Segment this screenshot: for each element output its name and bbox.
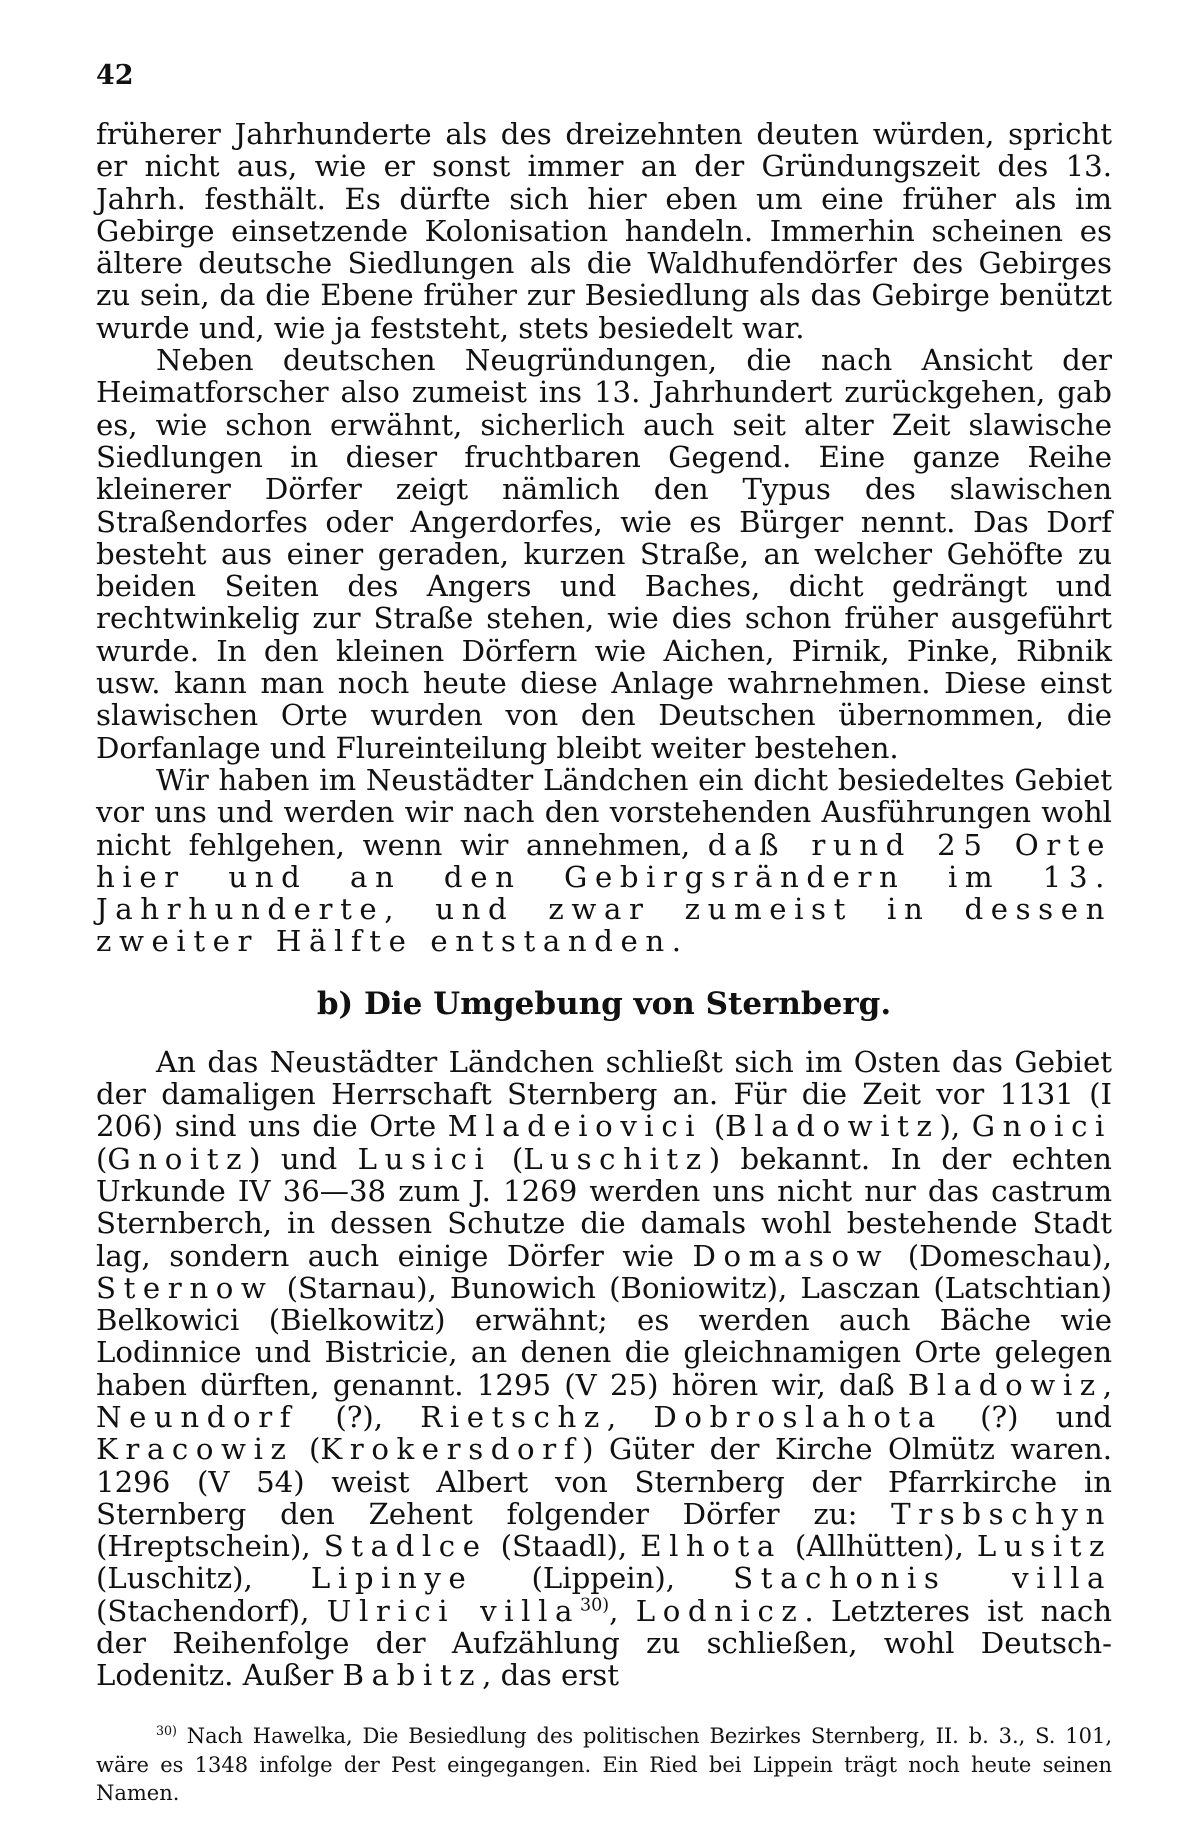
p4-text-20: (Lippein), <box>473 1561 734 1596</box>
p4-text-23: . Letzteres ist nach der Reihenfolge der Aufzählung zu schließen, wohl Deutsch-Lodenitz. Außer <box>96 1593 1113 1693</box>
paragraph-3 <box>96 764 1112 958</box>
p4-text-17: (Staadl), <box>487 1529 641 1564</box>
place-name: Luschitz <box>523 1141 709 1176</box>
place-name: Stadlce <box>323 1529 488 1564</box>
place-name: Stachonis villa <box>733 1561 1112 1596</box>
place-name: Ulrici villa <box>326 1593 580 1628</box>
p4-text-8: (Domeschau), <box>889 1238 1113 1273</box>
p4-text-24: , das erst <box>482 1658 619 1693</box>
p4-text-1: An das Neustädter Ländchen schließt sich im Osten das Gebiet der damaligen Herrschaft Sternberg an. Für die Zeit vor 1131 (I 206) sind uns die Orte <box>96 1044 1112 1144</box>
place-name: Domasow <box>692 1238 890 1273</box>
place-name: Gnoici <box>971 1109 1112 1144</box>
p4-text-19: (Luschitz), <box>96 1561 311 1596</box>
p4-text-3: ), <box>939 1109 972 1144</box>
p4-text-4: ( <box>96 1141 108 1176</box>
place-name: Bladowiz <box>907 1367 1103 1402</box>
place-name: Kracowiz <box>96 1432 294 1467</box>
p4-text-18: (Allhütten), <box>781 1529 977 1564</box>
paragraph-3-emphasis: daß rund 25 Orte hier und an den Gebirgsrändern im 13. Jahrhunderte, und zwar zumeist in dessen zweiter Hälfte entstanden. <box>96 827 1112 959</box>
p4-text-5: ) und <box>249 1141 358 1176</box>
paragraph-1: früherer Jahrhunderte als des dreizehnten deuten würden, spricht er nicht aus, wie er sonst immer an der Gründungszeit des 13. Jahrh. festhält. Es dürfte sich hier eben um eine früher als im Gebirge einsetzende Kolonisation handeln. Immerhin scheinen es ältere deutsche Siedlungen als die Waldhufendörfer des Gebirges zu sein, da die Ebene früher zur Besiedlung als das Gebirge benützt wurde und, wie ja feststeht, stets besiedelt war. <box>96 117 1112 345</box>
place-name: Rietschz <box>420 1399 607 1434</box>
place-name: Lipinye <box>310 1561 474 1596</box>
p4-text-13: (?) und <box>942 1399 1112 1434</box>
p4-text-7: ) bekannt. In der echten Urkunde IV 36—38 zum J. 1269 werden uns nicht nur das castrum Sternberch, in dessen Schutze die damals wohl bestehende Stadt lag, sondern auch einige Dörfer wie <box>96 1141 1112 1273</box>
footnote-reference[interactable]: 30) <box>579 1595 610 1616</box>
p4-text-16: (Hreptschein), <box>96 1529 324 1564</box>
p4-text-21: (Stachendorf), <box>96 1593 327 1628</box>
footnote-marker: 30) <box>156 1723 177 1738</box>
place-name: Gnoitz <box>107 1141 250 1176</box>
place-name: Lodnicz <box>635 1593 805 1628</box>
main-text <box>96 118 1112 1692</box>
paragraph-2: Neben deutschen Neugründungen, die nach Ansicht der Heimatforscher also zumeist ins 13. Jahrhundert zurückgehen, gab es, wie schon erwähnt, sicherlich auch seit alter Zeit slawische Siedlungen in dieser fruchtbaren Gegend. Eine ganze Reihe kleinerer Dörfer zeigt nämlich den Typus des slawischen Straßendorfes oder Angerdorfes, wie es Bürger nennt. Das Dorf besteht aus einer geraden, kurzen Straße, an welcher Gehöfte zu beiden Seiten des Angers und Baches, dicht gedrängt und rechtwinkelig zur Straße stehen, wie dies schon früher ausgeführt wurde. In den kleinen Dörfern wie Aichen, Pirnik, Pinke, Ribnik usw. kann man noch heute diese Anlage wahrnehmen. Diese einst slawischen Orte wurden von den Deutschen übernommen, die Dorfanlage und Flureinteilung bleibt weiter bestehen. <box>96 343 1112 765</box>
footnote-text: Nach Hawelka, Die Besiedlung des politischen Bezirkes Sternberg, II. b. 3., S. 101, wäre es 1348 infolge der Pest eingegangen. Ein Ried bei Lippein trägt noch heute seinen Namen. <box>96 1724 1112 1805</box>
p4-text-11: (?), <box>298 1399 421 1434</box>
p4-text-6: ( <box>491 1141 524 1176</box>
place-name: Trsbschyn <box>891 1496 1112 1531</box>
paragraph-4 <box>96 1046 1112 1692</box>
place-name: Sternow <box>96 1270 274 1305</box>
place-name: Babitz <box>342 1658 483 1693</box>
p4-text-14: ( <box>293 1432 321 1467</box>
p4-text-10: , <box>1102 1367 1112 1402</box>
section-heading: b) Die Umgebung von Sternberg. <box>316 985 892 1022</box>
place-name: Krokersdorf <box>320 1432 583 1467</box>
place-name: Neundorf <box>96 1399 299 1434</box>
p4-text-2: ( <box>702 1109 726 1144</box>
footnotes-section <box>96 1722 1112 1808</box>
place-name: Lusici <box>357 1141 492 1176</box>
p4-text-22: , <box>609 1593 636 1628</box>
page-number: 42 <box>96 60 134 91</box>
place-name: Dobroslahota <box>653 1399 943 1434</box>
place-name: Elhota <box>640 1529 782 1564</box>
paragraph-3-text: Wir haben im Neustädter Ländchen ein dicht besiedeltes Gebiet vor uns und werden wir nach den vorstehenden Ausführungen wohl nicht fehlgehen, wenn wir annehmen, <box>96 762 1112 862</box>
footnote-30 <box>96 1722 1112 1808</box>
p4-text-15: ) Güter der Kirche Olmütz waren. 1296 (V 54) weist Albert von Sternberg der Pfarrkirche in Sternberg den Zehent folgender Dörfer zu: <box>96 1432 1113 1531</box>
p4-text-9: (Starnau), Bunowich (Boniowitz), Lasczan (Latschtian) Belkowici (Bielkowitz) erwähnt; es werden auch Bäche wie Lodinnice und Bistricie, an denen die gleichnamigen Orte gelegen haben dürften, genannt. 1295 (V 25) hören wir, daß <box>96 1270 1112 1402</box>
place-name: Bladowitz <box>725 1109 940 1144</box>
p4-text-12: , <box>606 1399 654 1434</box>
place-name: Lusitz <box>976 1529 1113 1564</box>
place-name: Mladeiovici <box>447 1109 703 1144</box>
